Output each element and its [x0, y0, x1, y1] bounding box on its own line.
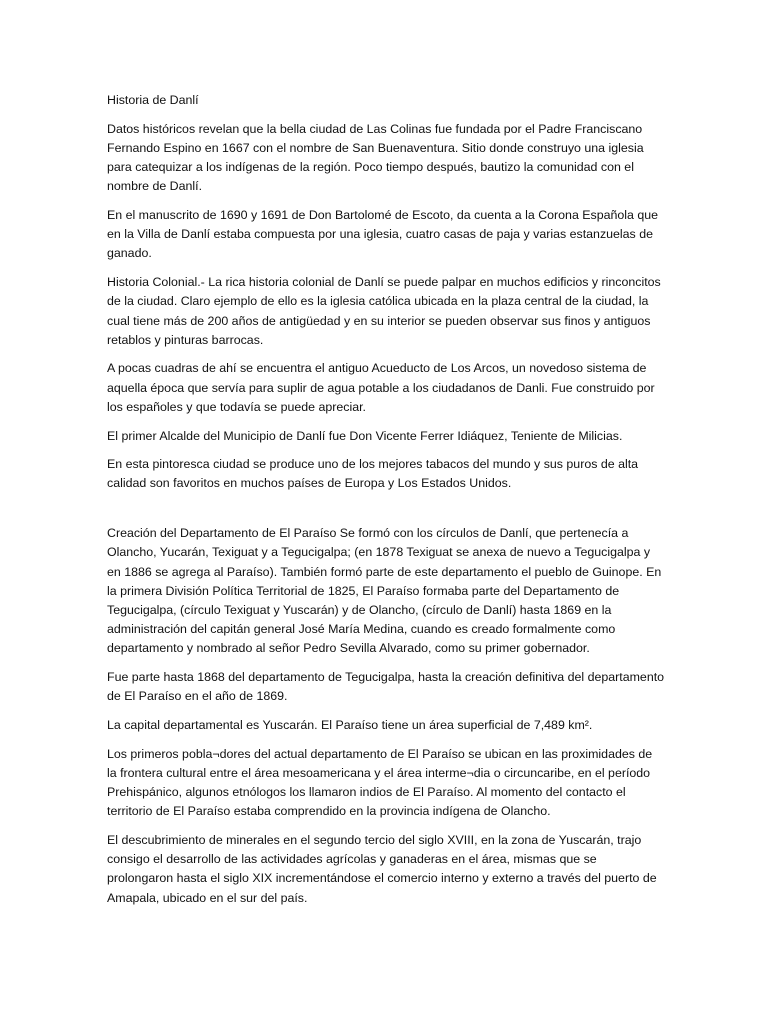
paragraph: El primer Alcalde del Municipio de Danlí fue Don Vicente Ferrer Idiáquez, Teniente de Milicias.: [107, 428, 623, 443]
paragraph: A pocas cuadras de ahí se encuentra el antiguo Acueducto de Los Arcos, un novedoso sistema de aquella época que servía para suplir de agua potable a los ciudadanos de Danli. Fue construido por los españoles y que todavía se puede apreciar.: [107, 361, 655, 414]
document-title: Historia de Danlí: [107, 93, 199, 107]
paragraph: En esta pintoresca ciudad se produce uno de los mejores tabacos del mundo y sus puros de alta calidad son favoritos en muchos países de Europa y Los Estados Unidos.: [107, 457, 639, 491]
paragraph: En el manuscrito de 1690 y 1691 de Don Bartolomé de Escoto, da cuenta a la Corona Española que en la Villa de Danlí estaba compuesta por una iglesia, cuatro casas de paja y varias estanzuelas de ganado.: [107, 208, 659, 261]
paragraph: El descubrimiento de minerales en el segundo tercio del siglo XVIII, en la zona de Yuscarán, trajo consigo el desarrollo de las actividades agrícolas y ganaderas en el área, mismas que se prolongaron hasta el siglo XIX incrementándose el comercio interno y externo a través del puerto de Amapala, ubicado en el sur del país.: [107, 833, 657, 905]
paragraph: Creación del Departamento de El Paraíso Se formó con los círculos de Danlí, que pertenecía a Olancho, Yucarán, Texiguat y a Tegucigalpa; (en 1878 Texiguat se anexa de nuevo a Tegucigalpa y en 1886 se agrega al Paraíso). También formó parte de este departamento el pueblo de Guinope. En la primera División Política Territorial de 1825, El Paraíso formaba parte del Departamento de Tegucigalpa, (círculo Texiguat y Yuscarán) y de Olancho, (círculo de Danlí) hasta 1869 en la administración del capitán general José María Medina, cuando es creado formalmente como departamento y nombrado al señor Pedro Sevilla Alvarado, como su primer gobernador.: [107, 526, 662, 656]
paragraph: Historia Colonial.- La rica historia colonial de Danlí se puede palpar en muchos edificios y rinconcitos de la ciudad. Claro ejemplo de ello es la iglesia católica ubicada en la plaza central de la ciudad, la cual tiene más de 200 años de antigüedad y en su interior se pueden observar sus finos y antiguos retablos y pinturas barrocas.: [107, 275, 661, 347]
paragraph: Los primeros pobla¬dores del actual departamento de El Paraíso se ubican en las proximidades de la frontera cultural entre el área mesoamericana y el área interme¬dia o circuncaribe, en el período Prehispánico, algunos etnólogos los llamaron indios de El Paraíso. Al momento del contacto el territorio de El Paraíso estaba comprendido en la provincia indígena de Olancho.: [107, 746, 653, 819]
paragraph: La capital departamental es Yuscarán. El Paraíso tiene un área superficial de 7,489 km².: [107, 717, 593, 732]
paragraph: Fue parte hasta 1868 del departamento de Tegucigalpa, hasta la creación definitiva del departamento de El Paraíso en el año de 1869.: [107, 670, 665, 704]
document-body: [107, 91, 665, 917]
section-spacer: [107, 503, 665, 524]
paragraph: Datos históricos revelan que la bella ciudad de Las Colinas fue fundada por el Padre Franciscano Fernando Espino en 1667 con el nombre de San Buenaventura. Sitio donde construyo una iglesia para catequizar a los indígenas de la región. Poco tiempo después, bautizo la comunidad con el nombre de Danlí.: [107, 121, 644, 194]
